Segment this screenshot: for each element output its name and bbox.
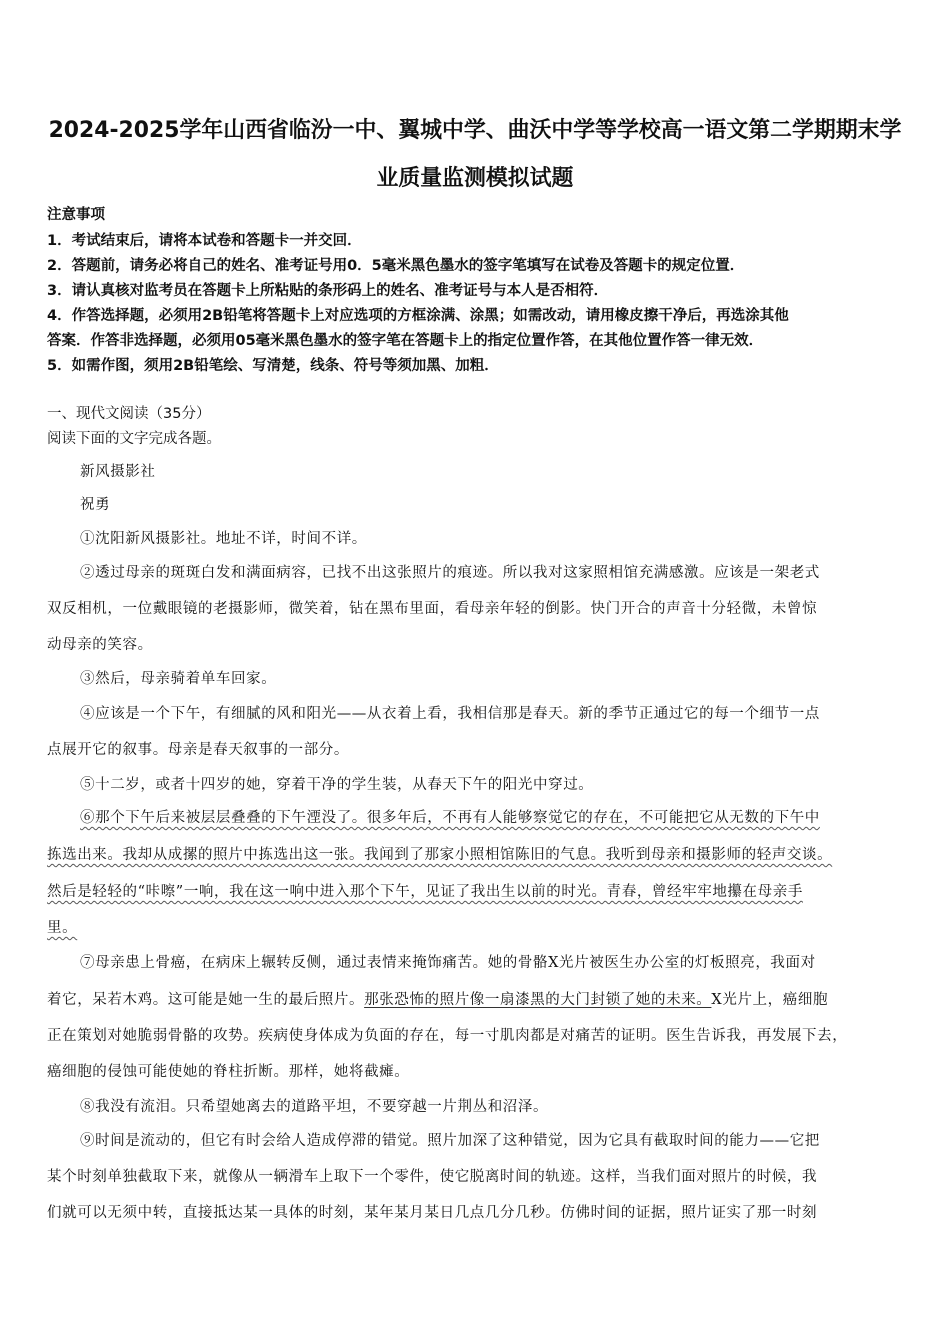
paragraph-7-line-3: 正在策划对她脆弱骨骼的攻势。疾病使身体成为负面的存在，每一寸肌肉都是对痛苦的证明。医生告诉我，再发展下去， bbox=[47, 1028, 848, 1044]
paragraph-7-text-b: X光片上，癌细胞 bbox=[711, 992, 829, 1008]
paragraph-6-line-3: 然后是轻轻的“咔嚓”一响，我在这一响中进入那个下午，见证了我出生以前的时光。青春，曾经牢牢地攥在母亲手 bbox=[47, 884, 803, 900]
paragraph-5: ⑤十二岁，或者十四岁的她，穿着干净的学生装，从春天下午的阳光中穿过。 bbox=[80, 777, 594, 793]
paragraph-7-line-1: ⑦母亲患上骨癌，在病床上辗转反侧，通过表情来掩饰痛苦。她的骨骼X光片被医生办公室的灯板照亮，我面对 bbox=[80, 955, 816, 971]
exam-title-line2: 业质量监测模拟试题 bbox=[376, 166, 574, 191]
paragraph-6-line-2: 拣选出来。我却从成摞的照片中拣选出这一张。我闻到了那家小照相馆陈旧的气息。我听到母亲和摄影师的轻声交谈。 bbox=[47, 847, 833, 863]
notice-item-5: 5．如需作图，须用2B铅笔绘、写清楚，线条、符号等须加黑、加粗． bbox=[47, 358, 499, 374]
paragraph-7-text-a: 着它，呆若木鸡。这可能是她一生的最后照片。 bbox=[47, 992, 365, 1008]
paragraph-6-line-1: ⑥那个下午后来被层层叠叠的下午湮没了。很多年后，不再有人能够察觉它的存在，不可能把它从无数的下午中 bbox=[80, 810, 820, 826]
section-heading: 一、现代文阅读（35分） bbox=[47, 406, 211, 422]
paragraph-3: ③然后，母亲骑着单车回家。 bbox=[80, 671, 277, 687]
notice-item-4-cont: 答案．作答非选择题，必须用05毫米黑色墨水的签字笔在答题卡上的指定位置作答，在其他位置作答一律无效． bbox=[47, 333, 764, 349]
notice-item-4: 4．作答选择题，必须用2B铅笔将答题卡上对应选项的方框涂满、涂黑；如需改动，请用橡皮擦干净后，再选涂其他 bbox=[47, 308, 789, 324]
paragraph-1: ①沈阳新风摄影社。地址不详，时间不详。 bbox=[80, 531, 367, 547]
underlined-sentence: 那张恐怖的照片像一扇漆黑的大门封锁了她的未来。 bbox=[364, 992, 712, 1008]
notice-item-3: 3．请认真核对监考员在答题卡上所粘贴的条形码上的姓名、准考证号与本人是否相符． bbox=[47, 283, 609, 299]
paragraph-4-line-1: ④应该是一个下午，有细腻的风和阳光——从衣着上看，我相信那是春天。新的季节正通过它的每一个细节一点 bbox=[80, 706, 820, 722]
paragraph-2-line-3: 动母亲的笑容。 bbox=[47, 637, 153, 653]
paragraph-4-line-2: 点展开它的叙事。母亲是春天叙事的一部分。 bbox=[47, 742, 349, 758]
paragraph-2-line-2: 双反相机，一位戴眼镜的老摄影师，微笑着，钻在黑布里面，看母亲年轻的倒影。快门开合的声音十分轻微，未曾惊 bbox=[47, 601, 818, 617]
article-title: 新风摄影社 bbox=[80, 464, 156, 480]
paragraph-8: ⑧我没有流泪。只希望她离去的道路平坦，不要穿越一片荆丛和沼泽。 bbox=[80, 1099, 549, 1115]
section-instruction: 阅读下面的文字完成各题。 bbox=[47, 431, 221, 447]
exam-title-line1: 2024-2025学年山西省临汾一中、翼城中学、曲沃中学等学校高一语文第二学期期末学 bbox=[48, 118, 902, 143]
paragraph-9-line-2: 某个时刻单独截取下来，就像从一辆滑车上取下一个零件，使它脱离时间的轨迹。这样，当我们面对照片的时候，我 bbox=[47, 1169, 818, 1185]
notice-heading: 注意事项 bbox=[47, 207, 105, 223]
paragraph-9-line-3: 们就可以无须中转，直接抵达某一具体的时刻，某年某月某日几点几分几秒。仿佛时间的证据，照片证实了那一时刻 bbox=[47, 1205, 818, 1221]
paragraph-7-line-2 bbox=[47, 988, 828, 1009]
paragraph-7-line-4: 癌细胞的侵蚀可能使她的脊柱折断。那样，她将截瘫。 bbox=[47, 1064, 410, 1080]
notice-item-1: 1．考试结束后，请将本试卷和答题卡一并交回． bbox=[47, 233, 362, 249]
paragraph-9-line-1: ⑨时间是流动的，但它有时会给人造成停滞的错觉。照片加深了这种错觉，因为它具有截取时间的能力——它把 bbox=[80, 1133, 820, 1149]
paragraph-6-line-4: 里。 bbox=[47, 920, 78, 936]
article-author: 祝勇 bbox=[80, 497, 111, 513]
notice-item-2: 2．答题前，请务必将自己的姓名、准考证号用0．5毫米黑色墨水的签字笔填写在试卷及答题卡的规定位置． bbox=[47, 258, 745, 274]
paragraph-2-line-1: ②透过母亲的斑斑白发和满面病容，已找不出这张照片的痕迹。所以我对这家照相馆充满感激。应该是一架老式 bbox=[80, 565, 820, 581]
